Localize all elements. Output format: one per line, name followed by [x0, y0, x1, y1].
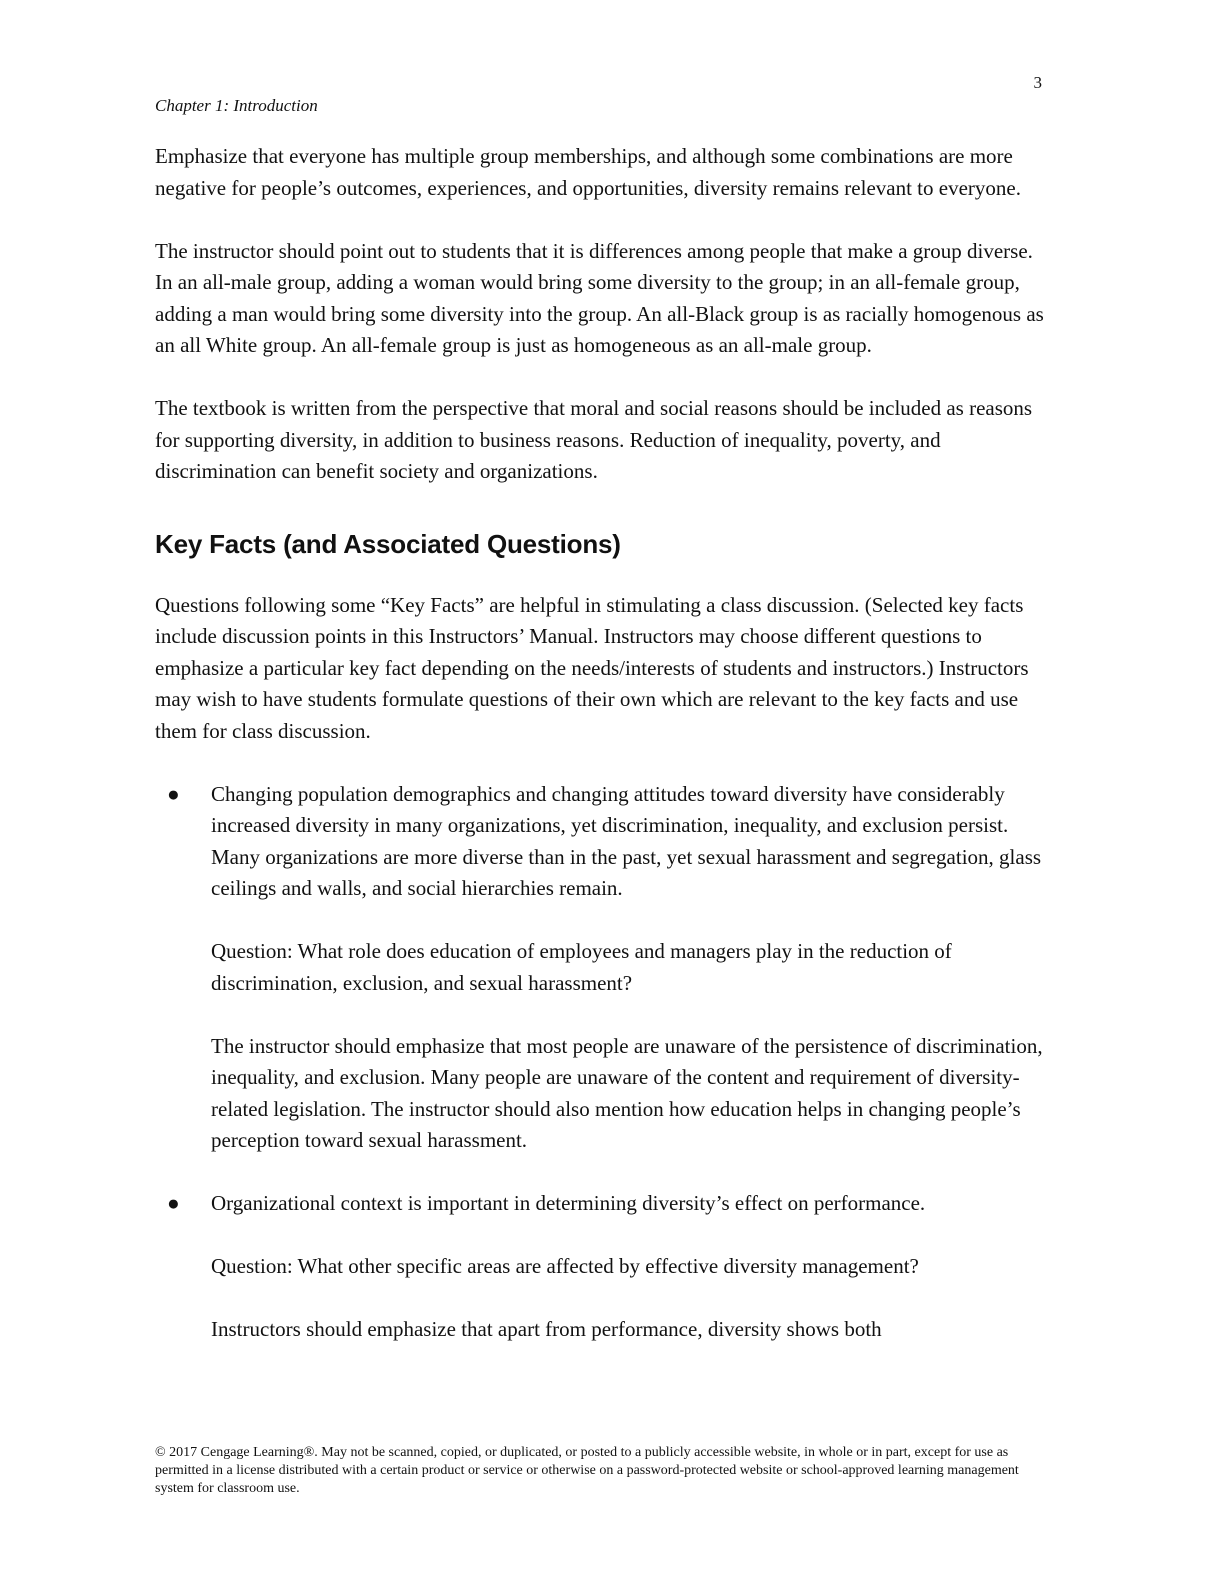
intro-paragraph: Emphasize that everyone has multiple group memberships, and although some combinations are more negative for people’s outcomes, experiences, and opportunities, diversity remains relevant to everyone. [155, 144, 1021, 200]
key-fact: Organizational context is important in determining diversity’s effect on performance. [211, 1191, 926, 1215]
page-body [155, 141, 1055, 1346]
intro-paragraph: The instructor should point out to students that it is differences among people that make a group diverse. In an all-male group, adding a woman would bring some diversity to the group; in an all-female group, adding a man would bring some diversity into the group. An all-Black group is as racially homogenous as an all White group. An all-female group is just as homogeneous as an all-male group. [155, 238, 1044, 357]
section-heading: Key Facts (and Associated Questions) [155, 528, 621, 559]
copyright-footer: © 2017 Cengage Learning®. May not be scanned, copied, or duplicated, or posted to a publicly accessible website, in whole or in part, except for use as permitted in a license distributed with a certain product or service or otherwise on a password-protected website or school-approved learning management system for classroom use. [155, 1445, 1019, 1496]
page-number: 3 [1033, 73, 1042, 92]
key-fact: Changing population demographics and changing attitudes toward diversity have considerably increased diversity in many organizations, yet discrimination, inequality, and exclusion persist. Many organizations are more diverse than in the past, yet sexual harassment and segregation, glass ceilings and walls, and social hierarchies remain. [211, 781, 1042, 900]
running-header: Chapter 1: Introduction [155, 96, 318, 115]
discussion-question: Question: What other specific areas are affected by effective diversity management? [211, 1254, 919, 1278]
section-intro: Questions following some “Key Facts” are helpful in stimulating a class discussion. (Selected key facts include discussion points in this Instructors’ Manual. Instructors may choose different questions to emphasize a particular key fact depending on the needs/interests of students and instructors.) Instructors may wish to have students formulate questions of their own which are relevant to the key facts and use them for class discussion. [155, 592, 1029, 743]
intro-paragraph: The textbook is written from the perspective that moral and social reasons should be included as reasons for supporting diversity, in addition to business reasons. Reduction of inequality, poverty, and discrimination can benefit society and organizations. [155, 396, 1033, 483]
instructor-note: Instructors should emphasize that apart from performance, diversity shows both [211, 1317, 882, 1341]
bullet-icon: ● [167, 1191, 180, 1215]
instructor-note: The instructor should emphasize that most people are unaware of the persistence of discrimination, inequality, and exclusion. Many people are unaware of the content and requirement of diversity-related legislation. The instructor should also mention how education helps in changing people’s perception toward sexual harassment. [211, 1033, 1043, 1152]
discussion-question: Question: What role does education of employees and managers play in the reduction of discrimination, exclusion, and sexual harassment? [211, 939, 952, 995]
bullet-icon: ● [167, 781, 180, 806]
key-fact-item [155, 779, 1055, 1157]
key-fact-item [155, 1188, 1055, 1346]
